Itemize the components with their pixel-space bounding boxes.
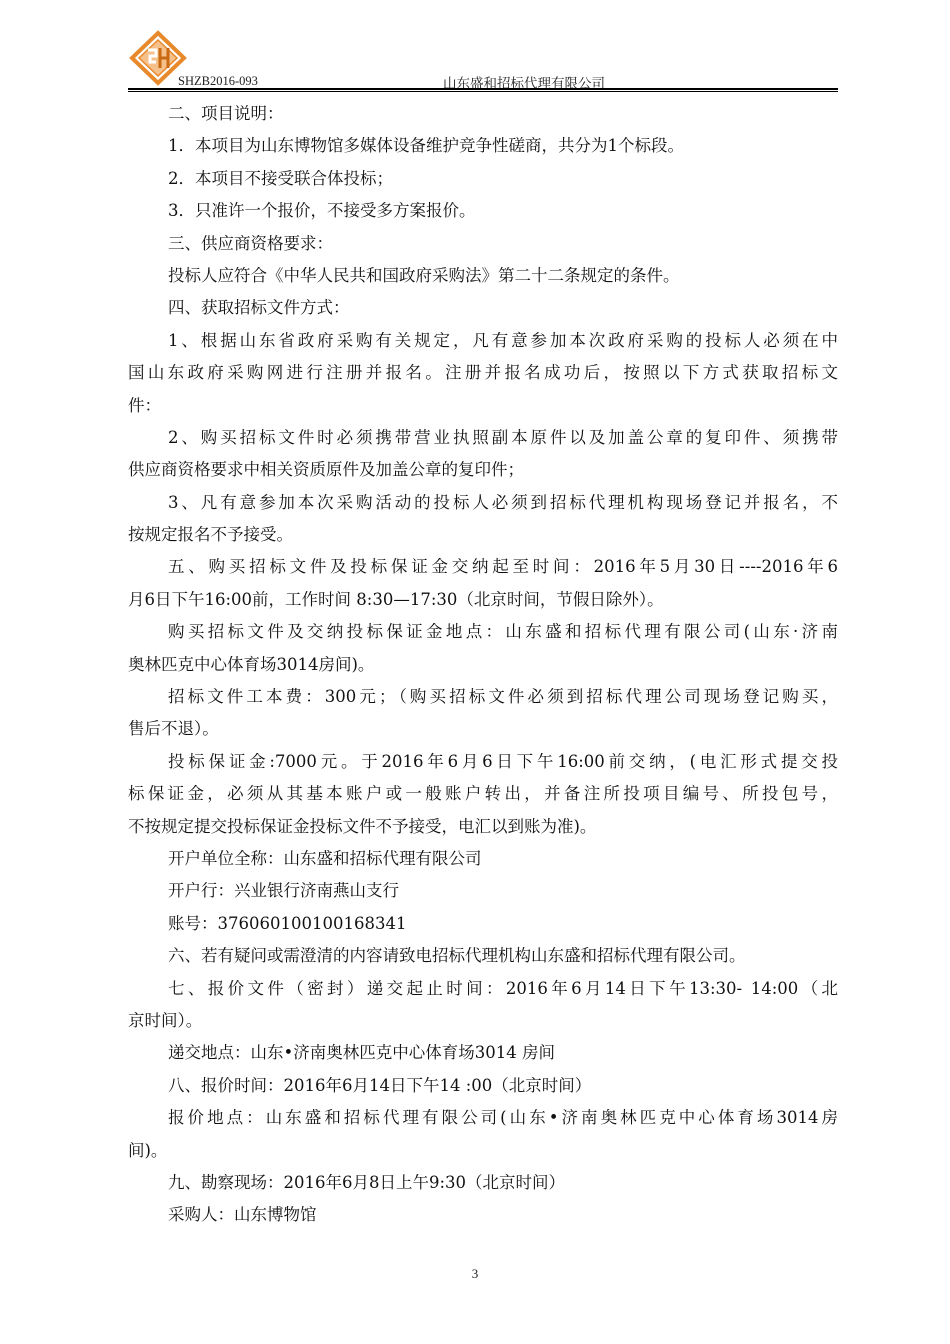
page-header <box>128 30 838 90</box>
section-heading: 四、获取招标文件方式： <box>168 298 350 318</box>
header-company-name: 山东盛和招标代理有限公司 <box>443 76 605 92</box>
account-name-line: 开户单位全称：山东盛和招标代理有限公司 <box>168 848 482 868</box>
paragraph-line: 标保证金，必须从其基本账户或一般账户转出，并备注所投项目编号、所投包号， <box>128 784 838 804</box>
page-number: 3 <box>471 1266 479 1281</box>
paragraph-line: 3．只准许一个报价，不接受多方案报价。 <box>168 201 476 221</box>
section-heading: 八、报价时间：2016年6月14日下午14 :00（北京时间） <box>168 1075 592 1095</box>
header-rule-thin <box>128 91 838 92</box>
paragraph-line: 1、根据山东省政府采购有关规定，凡有意参加本次政府采购的投标人必须在中 <box>168 330 838 350</box>
section-heading: 五、购买招标文件及投标保证金交纳起至时间：2016年5月30日----2016年6 <box>168 557 838 577</box>
section-heading: 六、若有疑问或需澄清的内容请致电招标代理机构山东盛和招标代理有限公司。 <box>168 946 746 966</box>
section-heading: 三、供应商资格要求： <box>168 233 333 253</box>
paragraph-line: 3、凡有意参加本次采购活动的投标人必须到招标代理机构现场登记并报名，不 <box>168 492 838 512</box>
section-heading: 九、勘察现场：2016年6月8日上午9:30（北京时间） <box>168 1172 566 1192</box>
paragraph-line: 投标人应符合《中华人民共和国政府采购法》第二十二条规定的条件。 <box>168 265 680 285</box>
bank-line: 开户行：兴业银行济南燕山支行 <box>168 881 399 901</box>
paragraph-line: 不按规定提交投标保证金投标文件不予接受，电汇以到账为准)。 <box>128 816 597 836</box>
account-number-line: 账号：376060100100168341 <box>168 913 407 933</box>
document-body <box>128 98 838 1232</box>
paragraph-line: 2．本项目不接受联合体投标； <box>168 168 393 188</box>
paragraph-line: 招标文件工本费：300元；（购买招标文件必须到招标代理公司现场登记购买， <box>168 687 838 707</box>
document-code: SHZB2016-093 <box>178 74 258 88</box>
paragraph-line: 报价地点：山东盛和招标代理有限公司(山东•济南奥林匹克中心体育场3014房 <box>168 1108 838 1128</box>
section-heading: 二、项目说明： <box>168 104 284 123</box>
paragraph-line: 件： <box>128 395 161 415</box>
paragraph-line: 京时间）。 <box>128 1010 203 1030</box>
paragraph-line: 递交地点：山东•济南奥林匹克中心体育场3014 房间 <box>168 1043 555 1063</box>
paragraph-line: 1．本项目为山东博物馆多媒体设备维护竞争性磋商，共分为1个标段。 <box>168 136 684 156</box>
paragraph-line: 采购人：山东博物馆 <box>168 1205 317 1225</box>
header-rule-thick <box>128 88 838 90</box>
paragraph-line: 月6日下午16:00前，工作时间 8:30—17:30（北京时间，节假日除外）。 <box>128 589 664 609</box>
paragraph-line: 投标保证金:7000元。于2016年6月6日下午16:00前交纳，(电汇形式提交投 <box>168 751 838 771</box>
paragraph-line: 奥林匹克中心体育场3014房间)。 <box>128 654 375 674</box>
paragraph-line: 按规定报名不予接受。 <box>128 525 293 545</box>
paragraph-line: 2、购买招标文件时必须携带营业执照副本原件以及加盖公章的复印件、须携带 <box>168 427 838 447</box>
section-heading: 七、报价文件（密封）递交起止时间：2016年6月14日下午13:30- 14:00（北 <box>168 978 838 998</box>
paragraph-line: 购买招标文件及交纳投标保证金地点：山东盛和招标代理有限公司(山东·济南 <box>168 622 838 642</box>
paragraph-line: 国山东政府采购网进行注册并报名。注册并报名成功后，按照以下方式获取招标文 <box>128 363 838 383</box>
paragraph-line: 间)。 <box>128 1140 168 1160</box>
paragraph-line: 供应商资格要求中相关资质原件及加盖公章的复印件； <box>128 460 524 480</box>
paragraph-line: 售后不退）。 <box>128 719 219 739</box>
